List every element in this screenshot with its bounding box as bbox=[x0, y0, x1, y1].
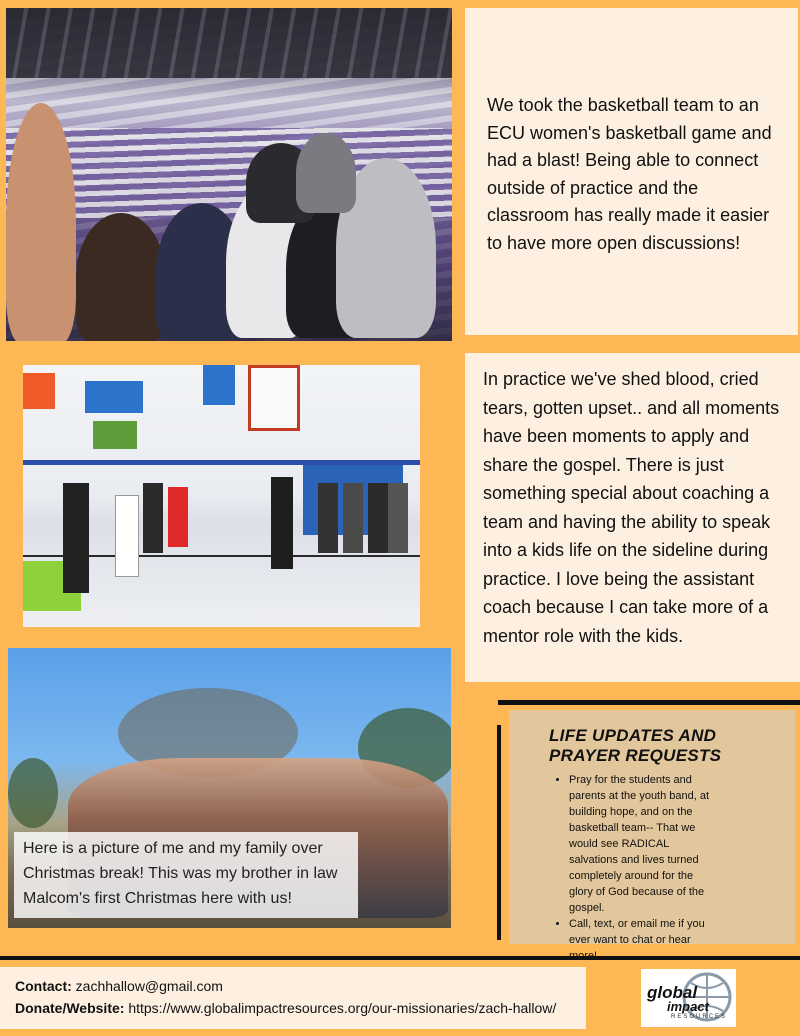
tree-silhouette bbox=[8, 758, 58, 828]
contact-box bbox=[0, 967, 586, 1029]
player-figure bbox=[63, 483, 89, 593]
prayer-request-item: • Call, text, or email me if you ever want to chat or hear bbox=[569, 916, 719, 964]
basketball-hoop bbox=[248, 365, 300, 431]
arena-rafters bbox=[6, 8, 452, 78]
life-updates-title bbox=[549, 726, 785, 766]
player-figure bbox=[143, 483, 163, 553]
player-figure bbox=[318, 483, 338, 553]
family-caption-box bbox=[14, 832, 358, 918]
logo-word-global: global bbox=[647, 983, 698, 1002]
basketball-game-photo bbox=[6, 8, 452, 341]
prayer-request-item: • Pray for the students and parents at the youth band, at building hope, and on the basketball team-- That we would see RADICAL salvations and lives turned completely around for the glory of God because of the gospel. bbox=[569, 772, 719, 916]
practice-text bbox=[465, 353, 800, 682]
life-updates-box bbox=[509, 710, 795, 944]
prayer-request-list bbox=[519, 772, 785, 964]
player-figure bbox=[271, 477, 293, 569]
person-figure bbox=[296, 133, 356, 213]
contact-label: Contact: bbox=[15, 978, 72, 994]
logo-word-resources: RESOURCES bbox=[671, 1014, 728, 1020]
global-impact-logo bbox=[641, 969, 736, 1027]
basketball-game-paragraph: We took the basketball team to an ECU women's basketball game and had a blast! Being able to connect outside of practice and the classroom has really made it easier to have more open discussions! bbox=[487, 95, 772, 253]
contact-row bbox=[15, 975, 586, 997]
life-updates-title-line2: PRAYER REQUESTS bbox=[549, 746, 722, 765]
player-figure bbox=[388, 483, 408, 553]
wall-banner bbox=[85, 381, 143, 413]
wall-banner bbox=[203, 365, 235, 405]
life-updates-title-line1: LIFE UPDATES AND bbox=[549, 726, 717, 745]
divider-line-vertical bbox=[497, 725, 501, 940]
logo-word-impact: impact bbox=[667, 999, 709, 1014]
basketball-game-text bbox=[465, 8, 798, 335]
player-figure bbox=[343, 483, 363, 553]
wall-banner bbox=[23, 373, 55, 409]
contact-email-link[interactable]: zachhallow@gmail.com bbox=[75, 978, 223, 994]
divider-line bbox=[498, 700, 800, 705]
gym-practice-photo bbox=[23, 365, 420, 627]
practice-paragraph: In practice we've shed blood, cried tears, gotten upset.. and all moments have been moments to apply and share the gospel. There is just something special about coaching a team and having the ability to speak into a kids life on the sideline during practice. I love being the assistant coach because I can take more of a mentor role with the kids. bbox=[483, 369, 780, 646]
website-label: Donate/Website: bbox=[15, 1000, 125, 1016]
wall-banner bbox=[93, 421, 137, 449]
footer-divider bbox=[0, 956, 800, 960]
website-row bbox=[15, 997, 586, 1019]
player-figure bbox=[368, 483, 388, 553]
person-figure bbox=[6, 103, 76, 341]
family-caption: Here is a picture of me and my family over Christmas break! This was my brother in law Malcom's first Christmas here with us! bbox=[23, 840, 338, 907]
player-figure bbox=[168, 487, 188, 547]
website-link[interactable]: https://www.globalimpactresources.org/our-missionaries/zach-hallow/ bbox=[128, 1000, 557, 1016]
person-figure bbox=[76, 213, 166, 341]
player-figure bbox=[115, 495, 139, 577]
